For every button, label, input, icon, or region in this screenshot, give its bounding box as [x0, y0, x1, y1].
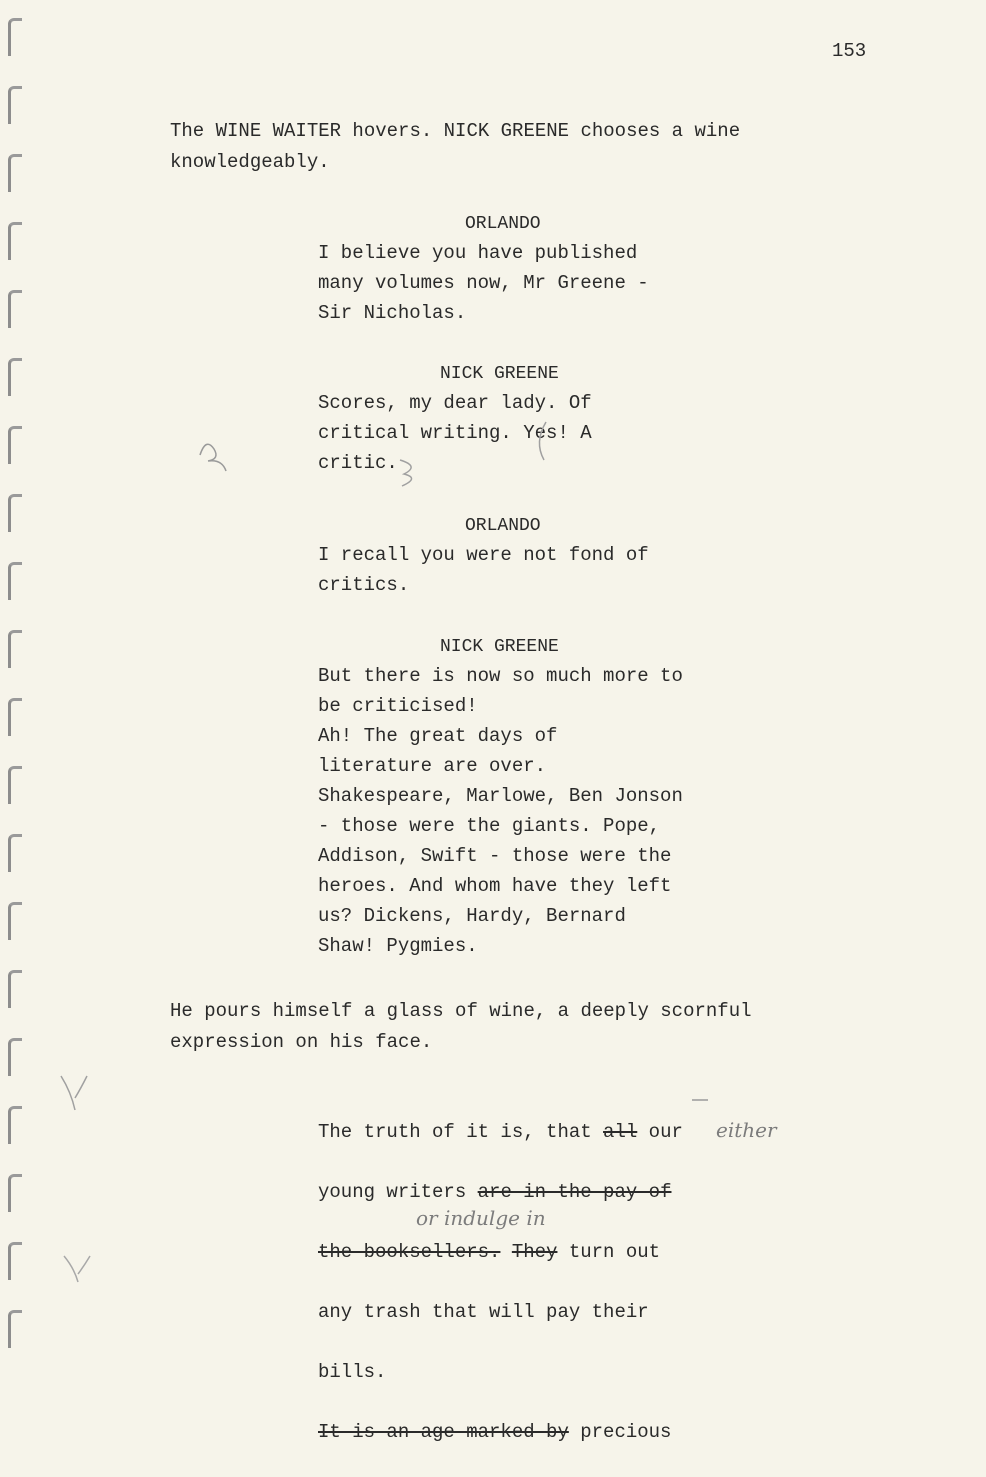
- handwritten-insert-either: either: [716, 1118, 777, 1142]
- binding-ring: [8, 18, 22, 56]
- pencil-tick-mark: [55, 1070, 95, 1114]
- pencil-tick-mark: [58, 1250, 98, 1286]
- dialogue-nick-greene-3: [318, 1087, 738, 1477]
- dialogue-line: the booksellers. They turn out: [318, 1241, 661, 1263]
- character-nick-greene: NICK GREENE: [440, 364, 559, 384]
- binding-ring: [8, 154, 22, 192]
- page-number: 153: [832, 40, 867, 62]
- dialogue-line: bills.: [318, 1361, 387, 1383]
- binding-ring: [8, 358, 22, 396]
- pencil-scribble-mark: [190, 425, 240, 475]
- struck-text: They: [511, 1241, 558, 1263]
- action-wine-waiter: The WINE WAITER hovers. NICK GREENE chooses a wine knowledgeably.: [170, 120, 741, 173]
- binding-ring: [8, 902, 22, 940]
- binding-ring: [8, 630, 22, 668]
- struck-text: are in the pay of: [477, 1181, 672, 1203]
- action-pours-wine: He pours himself a glass of wine, a deeply scornful expression on his face.: [170, 1000, 752, 1053]
- character-orlando: ORLANDO: [465, 516, 541, 536]
- binding-ring: [8, 494, 22, 532]
- binding-ring: [8, 86, 22, 124]
- binding-ring: [8, 1038, 22, 1076]
- pencil-bracket-close-mark: [396, 450, 426, 490]
- binding-ring: [8, 222, 22, 260]
- pencil-dash-mark: [690, 1092, 712, 1106]
- handwritten-insert-indulge: or indulge in: [416, 1206, 546, 1230]
- binding-ring: [8, 834, 22, 872]
- dialogue-nick-greene-1: Scores, my dear lady. Of critical writing. Yes! A critic.: [318, 392, 592, 474]
- binding-ring: [8, 1310, 22, 1348]
- struck-text: It is an age marked by: [318, 1421, 569, 1443]
- dialogue-line: The truth of it is, that all our: [318, 1121, 683, 1143]
- binding-ring: [8, 426, 22, 464]
- binding-ring: [8, 1106, 22, 1144]
- struck-text: all: [603, 1121, 638, 1143]
- dialogue-nick-greene-2: But there is now so much more to be criticised! Ah! The great days of literature are over. Shakespeare, Marlowe, Ben Jonson - those were the giants. Pope, Addison, Swift - those were the heroes. And whom have they left us? Dickens, Hardy, Bernard Shaw! Pygmies.: [318, 665, 683, 957]
- pencil-bracket-open-mark: [530, 418, 550, 464]
- dialogue-orlando-2: I recall you were not fond of critics.: [318, 544, 649, 596]
- binding-ring: [8, 970, 22, 1008]
- dialogue-orlando-1: I believe you have published many volumes now, Mr Greene - Sir Nicholas.: [318, 242, 649, 324]
- character-orlando: ORLANDO: [465, 214, 541, 234]
- binding-ring: [8, 562, 22, 600]
- binding-ring: [8, 290, 22, 328]
- struck-text: the booksellers.: [318, 1241, 501, 1263]
- character-nick-greene: NICK GREENE: [440, 637, 559, 657]
- dialogue-line: any trash that will pay their: [318, 1301, 649, 1323]
- dialogue-line: young writers are in the pay of: [318, 1181, 672, 1203]
- binding-ring: [8, 1242, 22, 1280]
- dialogue-line: It is an age marked by precious: [318, 1421, 672, 1443]
- binding-ring: [8, 1174, 22, 1212]
- binding-ring: [8, 766, 22, 804]
- binding-ring: [8, 698, 22, 736]
